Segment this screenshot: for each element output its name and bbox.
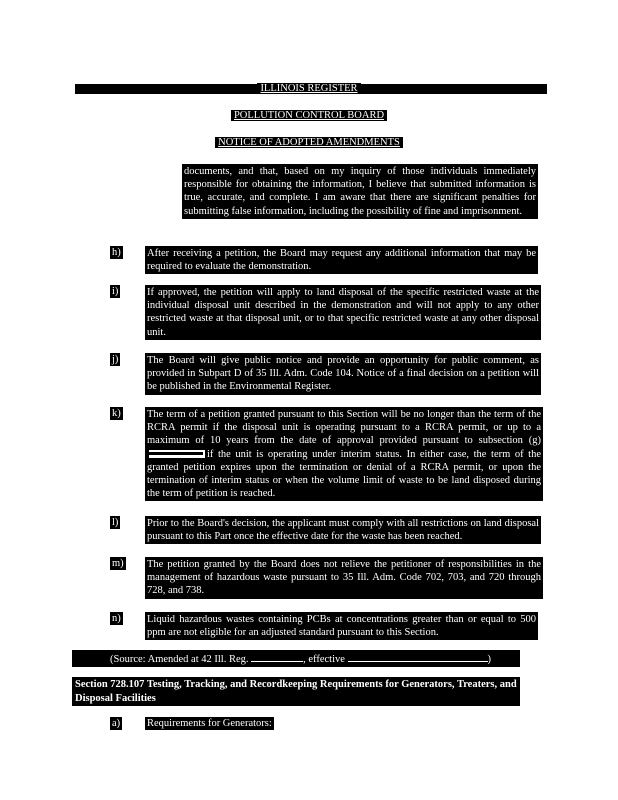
source-note: (Source: Amended at 42 Ill. Reg. , effective ) [72, 650, 520, 667]
item-text-i: If approved, the petition will apply to land disposal of the specific restricted waste at the individual disposal unit described in the demonstration and will not apply to any other restricted waste at that disposal unit, or to that specific restricted waste at any other disposal unit. [145, 285, 541, 340]
item-text-m: The petition granted by the Board does not relieve the petitioner of responsibilities in the management of hazardous waste pursuant to 35 Ill. Adm. Code 702, 703, and 720 through 728, and 738. [145, 557, 543, 599]
source-blank-register [251, 651, 303, 662]
item-text-n: Liquid hazardous wastes containing PCBs at concentrations greater than or equal to 500 ppm are not eligible for an adjusted standard pursuant to this Section. [145, 612, 538, 640]
continuation-paragraph: documents, and that, based on my inquiry of those individuals immediately responsible for obtaining the information, I believe that submitted information is true, accurate, and complete. I am aware that there are significant penalties for submitting false information, including the possibility of fine and imprisonment. [182, 164, 538, 219]
item-label-i: i) [112, 286, 119, 297]
item-label-n: n) [112, 613, 121, 624]
item-text-k-part2: if the unit is operating under interim status. In either case, the term of the granted petition expires upon the termination or denial of a RCRA permit, or upon the termination of interim status or when the volume limit of waste to be land disposed during the term of petition is reached. [147, 448, 541, 500]
item-label-m: m) [112, 558, 124, 569]
item-text-l: Prior to the Board's decision, the applicant must comply with all restrictions on land disposal pursuant to this Part once the effective date for the waste has been reached. [145, 516, 541, 544]
item-text-k [145, 407, 543, 501]
item-text-h: After receiving a petition, the Board may request any additional information that may be required to evaluate the demonstration. [145, 246, 538, 274]
item-text-j: The Board will give public notice and provide an opportunity for public comment, as provided in Subpart D of 35 Ill. Adm. Code 104. Notice of a final decision on a petition will be published in the Environmental Register. [145, 353, 541, 395]
board-title: POLLUTION CONTROL BOARD [0, 110, 618, 122]
item-label-j: j) [112, 354, 119, 365]
register-title: ILLINOIS REGISTER [0, 83, 618, 95]
notice-title: NOTICE OF ADOPTED AMENDMENTS [0, 137, 618, 149]
item-label-l: l) [112, 517, 119, 528]
source-blank-effective [348, 651, 488, 662]
item-label-h: h) [112, 247, 121, 258]
item-label-k: k) [112, 408, 121, 419]
item-text-k-part1: The term of a petition granted pursuant to this Section will be no longer than the term of the RCRA permit if the disposal unit is operating pursuant to a RCRA permit, or up to a maximum of 10 years from the date of approval provided pursuant to subsection (g) [147, 409, 541, 447]
subsection-label-a: a) [112, 718, 121, 729]
subsection-text-a: Requirements for Generators: [147, 718, 272, 729]
section-heading: Section 728.107 Testing, Tracking, and Recordkeeping Requirements for Generators, Treaters, and Disposal Facilities [72, 677, 520, 706]
redacted-date [149, 450, 205, 458]
